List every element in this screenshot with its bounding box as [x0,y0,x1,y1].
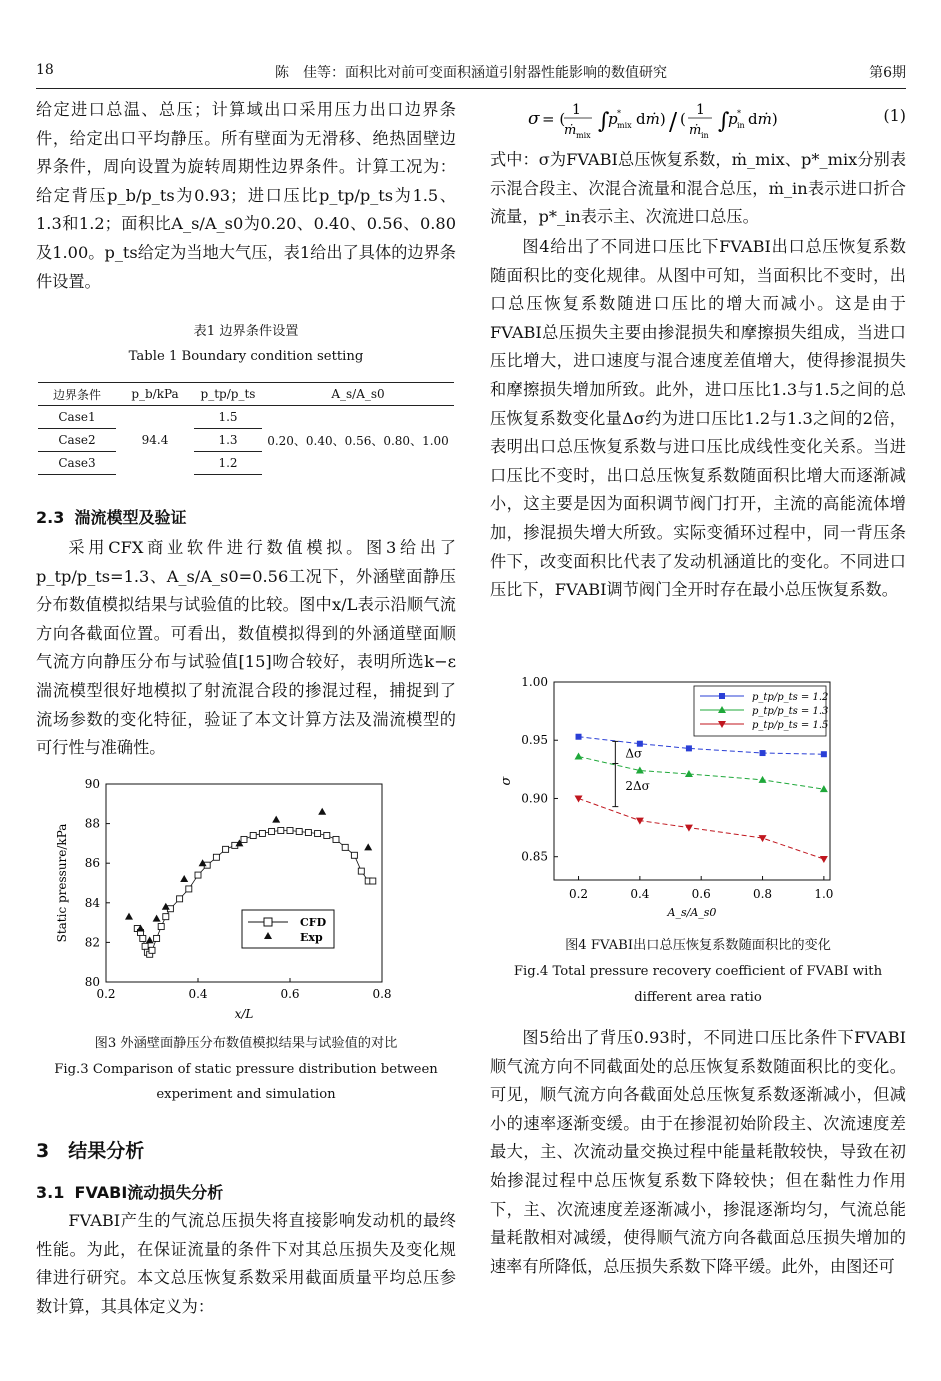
y-tick-label: 0.85 [521,849,548,864]
y-axis-label: Static pressure/kPa [55,823,69,943]
equation-svg [526,98,906,142]
table-header-cell: A_s/A_s0 [262,383,454,406]
page-number: 18 [36,62,54,78]
section-3-1-heading [36,1180,223,1203]
table1-caption-en: Table 1 Boundary condition setting [128,349,364,364]
turbulence-model-text: 采用CFX商业软件进行数值模拟。图3给出了p_tp/p_ts=1.3、A_s/A_s0=0.56工况下，外涵壁面静压分布数值模拟结果与试验值的比较。图中x/L表示沿顺气流方向各截面位置。可看出，数值模拟得到的外涵道壁面顺气流方向静压分布与试验值[15]吻合较好，表明所选k−ε湍流模型很好地模拟了射流混合段的掺混过程，捕捉到了流场参数的变化特征，验证了本文计算方法及湍流模型的可行性与准确性。 [36,538,456,758]
svg-text:= (: = ( [542,110,566,128]
series-point [685,770,693,777]
right-paragraph-def [490,146,906,232]
equation-definition-text: 式中：σ为FVABI总压恢复系数，ṁ_mix、p*_mix分别表示混合段主、次混合流量和混合总压，ṁ_in表示进口折合流量，p*_in表示主、次流进口总压。 [490,150,906,227]
table-header-cell: p_tp/p_ts [194,383,262,406]
table1-caption-cn: 表1 边界条件设置 [193,324,299,339]
table-cell: 1.3 [194,429,262,452]
figure-3-chart [40,772,440,1024]
exp-point [125,913,133,920]
exp-point [364,843,372,850]
figure-4-chart [490,668,906,924]
section-number: 3.1 [36,1183,65,1202]
x-tick-label: 0.8 [752,887,773,901]
cfd-point [296,829,302,835]
cfd-point [358,868,364,874]
right-paragraph-4 [490,233,906,605]
svg-text:ṁ: ṁ [564,123,577,138]
svg-text:/: / [669,108,678,136]
cfd-point [351,852,357,858]
cfd-point [140,935,146,941]
table-cell: Case2 [38,429,116,452]
exp-point [272,816,280,823]
y-tick-label: 80 [84,975,100,989]
legend-cfd-marker [264,918,272,926]
y-tick-label: 82 [84,935,100,950]
exp-point [153,915,161,922]
svg-text:(: ( [680,110,686,128]
fig3-caption-en-1: Fig.3 Comparison of static pressure distribution between [54,1062,438,1077]
cfd-point [213,854,219,860]
cfd-point [250,832,256,838]
cfd-point [241,836,247,842]
y-tick-label: 86 [84,856,100,871]
cfd-point [195,872,201,878]
table-cell: 1.5 [194,406,262,429]
legend-label: p_tp/p_ts = 1.5 [752,720,829,731]
svg-text:∫: ∫ [598,109,610,134]
cfd-point [154,935,160,941]
svg-text:dṁ): dṁ) [748,110,778,128]
fig5-discussion-text: 图5给出了背压0.93时，不同进口压比条件下FVABI顺气流方向不同截面处的总压恢复系数随面积比的变化。可见，顺气流方向各截面处总压恢复系数逐渐减小，但减小的速率逐渐变缓。由于在掺混初始阶段主、次流速度差最大，主、次流动量交换过程中能量耗散较快，导致在初始掺混过程中总压恢复系数下降较快；但在黏性力作用下，主、次流速度差逐渐减小，掺混逐渐均匀，气流总能量耗散相对减缓，使得顺气流方向各截面总压损失增加的速率有所降低，总压损失系数下降平缓。此外，由图还可 [490,1028,906,1276]
series-point [759,776,767,783]
running-header [36,62,906,88]
y-tick-label: 0.95 [521,733,548,748]
table-cell: 1.2 [194,452,262,475]
svg-text:p: p [728,110,738,128]
series-point [821,751,827,757]
section-2-3-heading [36,505,187,528]
fig4-caption-en-2: different area ratio [634,990,762,1005]
cfd-point [177,896,183,902]
series-point [575,753,583,760]
fig3-caption-cn: 图3 外涵壁面静压分布数值模拟结果与试验值的对比 [94,1036,398,1051]
svg-text:ṁ: ṁ [689,123,702,138]
y-tick-label: 84 [84,895,100,910]
series-point [685,825,693,832]
left-paragraph-2 [36,534,456,763]
series-point [820,856,828,863]
svg-text:mix: mix [576,131,591,140]
cfd-point [370,878,376,884]
series-point [759,835,767,842]
series-line [579,798,824,859]
cfd-point [259,831,265,837]
table-cell: 0.20、0.40、0.56、0.80、1.00 [267,433,449,448]
series-point [576,734,582,740]
table-cell: Case1 [38,406,116,429]
x-tick-label: 0.2 [96,987,116,1001]
delta-label: Δσ [625,746,643,761]
cfd-point [342,844,348,850]
fig4-caption-en-1: Fig.4 Total pressure recovery coefficient of FVABI with [513,964,883,979]
section-title: 湍流模型及验证 [74,508,187,527]
svg-text:in: in [737,121,745,130]
legend-marker [719,693,725,699]
y-tick-label: 90 [84,777,100,791]
cfd-point [223,846,229,852]
cfd-point [186,886,192,892]
svg-text:p: p [608,110,618,128]
svg-text:in: in [701,131,709,140]
section-3-heading: 3 结果分析 [36,1140,145,1162]
left-paragraph-3 [36,1207,456,1321]
legend-cfd-label: CFD [300,916,327,929]
left-paragraph-1 [36,96,456,296]
exp-point [180,875,188,882]
cfd-point [158,924,164,930]
table1 [38,382,454,475]
cfd-point [278,828,284,834]
x-tick-label: 0.6 [280,987,300,1001]
x-tick-label: 0.2 [568,887,589,901]
cfd-point [142,943,148,949]
legend-label: p_tp/p_ts = 1.3 [752,706,829,717]
x-tick-label: 0.6 [691,887,711,901]
double-delta-label: 2Δσ [625,779,650,794]
cfd-point [333,836,339,842]
exp-point [146,936,154,943]
right-paragraph-5 [490,1024,906,1281]
table-header-cell: 边界条件 [38,383,116,406]
table-cell: 94.4 [141,433,169,448]
issue-number: 第6期 [869,65,906,81]
header-rule [36,88,906,89]
cfd-point [324,832,330,838]
equation-1 [526,98,906,142]
svg-text:mix: mix [617,121,632,130]
y-tick-label: 88 [84,816,100,831]
x-tick-label: 1.0 [814,887,834,901]
section-number: 2.3 [36,508,65,527]
svg-text:∫: ∫ [718,109,730,134]
cfd-point [269,829,275,835]
legend-label: p_tp/p_ts = 1.2 [752,692,829,703]
cfd-point [163,914,169,920]
x-axis-label: A_s/A_s0 [667,906,717,919]
cfd-point [287,828,293,834]
x-tick-label: 0.4 [188,987,208,1001]
table-cell: Case3 [38,452,116,475]
svg-text:*: * [617,109,621,118]
series-point [820,785,828,792]
cfd-point [305,830,311,836]
y-tick-label: 1.00 [521,675,548,689]
running-title: 陈 佳等：面积比对前可变面积涵道引射器性能影响的数值研究 [275,65,667,81]
series-point [686,745,692,751]
flow-loss-text: FVABI产生的气流总压损失将直接影响发动机的最终性能。为此，在保证流量的条件下对其总压损失及变化规律进行研究。本文总压恢复系数采用截面质量平均总压参数计算，其具体定义为： [36,1211,456,1316]
svg-text:1: 1 [572,102,581,118]
table-header-row [38,383,454,406]
section-title: FVABI流动损失分析 [74,1183,224,1202]
svg-text:*: * [737,109,741,118]
svg-text:σ: σ [528,109,540,129]
x-tick-label: 0.4 [630,887,650,901]
boundary-conditions-text: 给定进口总温、总压；计算域出口采用压力出口边界条件，给定出口平均静压。所有壁面为无滑移、绝热固壁边界条件，周向设置为旋转周期性边界条件。计算工况为：给定背压p_b/p_ts为0.93；进口压比p_tp/p_ts为1.5、1.3和1.2；面积比A_s/A_s0为0.20、0.40、0.56、0.80及1.00。p_ts给定为当地大气压，表1给出了具体的边界条件设置。 [36,100,456,291]
x-axis-label: x/L [234,1007,254,1021]
y-axis-label: σ [499,776,514,786]
fig4-discussion-text: 图4给出了不同进口压比下FVABI出口总压恢复系数随面积比的变化规律。从图中可知，当面积比不变时，出口总压恢复系数随进口压比的增大而减小。这是由于FVABI总压损失主要由掺混损失和摩擦损失组成，当进口压比增大，进口速度与混合速度差值增大，使得掺混损失和摩擦损失增加所致。此外，进口压比1.3与1.5之间的总压恢复系数变化量Δσ约为进口压比1.2与1.3之间的2倍，表明出口总压恢复系数与进口压比成线性变化关系。当进口压比不变时，出口总压恢复系数随面积比增大而逐渐减小，这主要是因为面积调节阀门打开，主流的高能流体增加，掺混损失增大所致。实际变循环过程中，同一背压条件下，改变面积比代表了发动机涵道比的变化。不同进口压比下，FVABI调节阀门全开时存在最小总压恢复系数。 [490,237,906,600]
svg-text:1: 1 [696,102,705,118]
x-tick-label: 0.8 [372,987,392,1001]
svg-text:dṁ): dṁ) [636,110,666,128]
cfd-point [149,947,155,953]
fig4-caption-cn: 图4 FVABI出口总压恢复系数随面积比的变化 [565,938,831,953]
table-header-cell: p_b/kPa [116,383,194,406]
exp-point [318,808,326,815]
y-tick-label: 0.90 [521,791,548,806]
legend-exp-label: Exp [300,931,323,944]
fig3-caption-en-2: experiment and simulation [156,1087,336,1102]
table-row [38,406,454,429]
equation-number: (1) [883,106,906,125]
series-point [760,750,766,756]
cfd-point [315,831,321,837]
